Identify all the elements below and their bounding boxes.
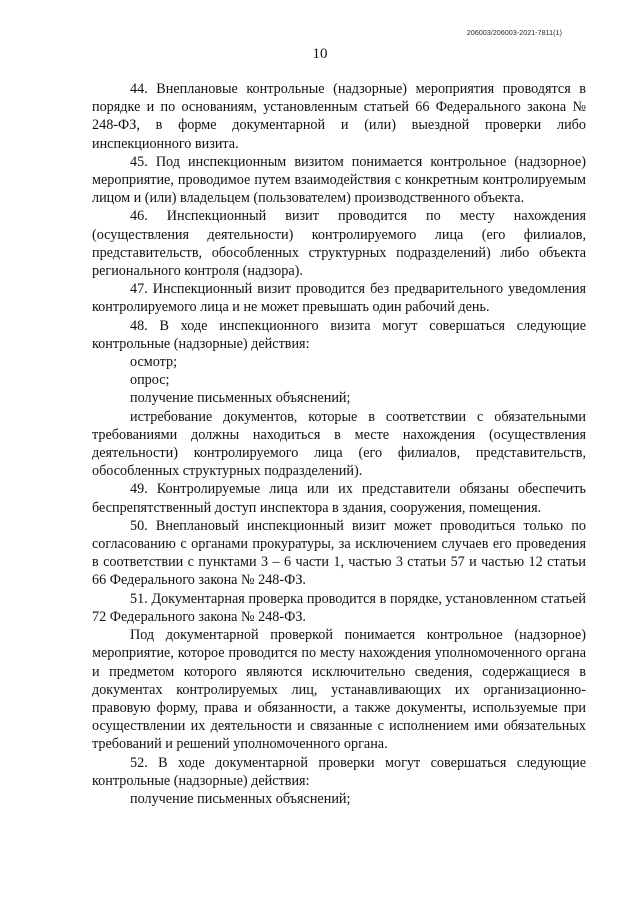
paragraph-52: 52. В ходе документарной проверки могут совершаться следующие контрольные (надзорные) действия: (92, 754, 586, 789)
document-code: 206003/206003-2021-7811(1) (466, 30, 562, 37)
paragraph-45: 45. Под инспекционным визитом понимается контрольное (надзорное) мероприятие, проводимое путем взаимодействия с конкретным контролируемым лицом и (или) владельцем (пользователем) производственного объекта. (92, 153, 586, 207)
page-number: 10 (312, 46, 328, 62)
paragraph-51: 51. Документарная проверка проводится в порядке, установленном статьей 72 Федерального закона № 248-ФЗ. (92, 590, 586, 625)
list-item-explanations: получение письменных объяснений; (130, 390, 351, 407)
paragraph-44: 44. Внеплановые контрольные (надзорные) мероприятия проводятся в порядке и по основаниям, установленным статьей 66 Федерального закона № 248-ФЗ, в форме документарной и (или) выездной проверки либо инспекционного визита. (92, 81, 586, 152)
paragraph-47: 47. Инспекционный визит проводится без предварительного уведомления контролируемого лица и не может превышать один рабочий день. (92, 281, 586, 316)
paragraph-46: 46. Инспекционный визит проводится по месту нахождения (осуществления деятельности) контролируемого лица (его филиалов, представительств, обособленных структурных подразделений) либо объекта регионального контроля (надзора). (92, 208, 586, 280)
paragraph-51-definition: Под документарной проверкой понимается контрольное (надзорное) мероприятие, которое проводится по месту нахождения уполномоченного органа и предметом которого являются исключительно сведения, содержащиеся в документах контролируемых лиц, устанавливающих их организационно-правовую форму, права и обязанности, а также документы, используемые при осуществлении их деятельности и связанные с исполнением ими обязательных требований и решений уполномоченного органа. (92, 627, 586, 753)
list-item-explanations-2: получение письменных объяснений; (130, 790, 351, 807)
list-item-documents: истребование документов, которые в соответствии с обязательными требованиями должны находиться в месте нахождения (осуществления деятельности) контролируемого лица (его филиалов, представительств, обособленных структурных подразделений). (92, 408, 586, 480)
paragraph-49: 49. Контролируемые лица или их представители обязаны обеспечить беспрепятственный доступ инспектора в здания, сооружения, помещения. (92, 481, 586, 516)
paragraph-50: 50. Внеплановый инспекционный визит может проводиться только по согласованию с органами прокуратуры, за исключением случаев его проведения в соответствии с пунктами 3 – 6 части 1, частью 3 статьи 57 и частью 12 статьи 66 Федерального закона № 248-ФЗ. (92, 517, 586, 589)
document-body (92, 80, 586, 808)
list-item-inspection: осмотр; (130, 354, 178, 371)
paragraph-48: 48. В ходе инспекционного визита могут совершаться следующие контрольные (надзорные) действия: (92, 317, 586, 352)
list-item-survey: опрос; (130, 372, 170, 389)
